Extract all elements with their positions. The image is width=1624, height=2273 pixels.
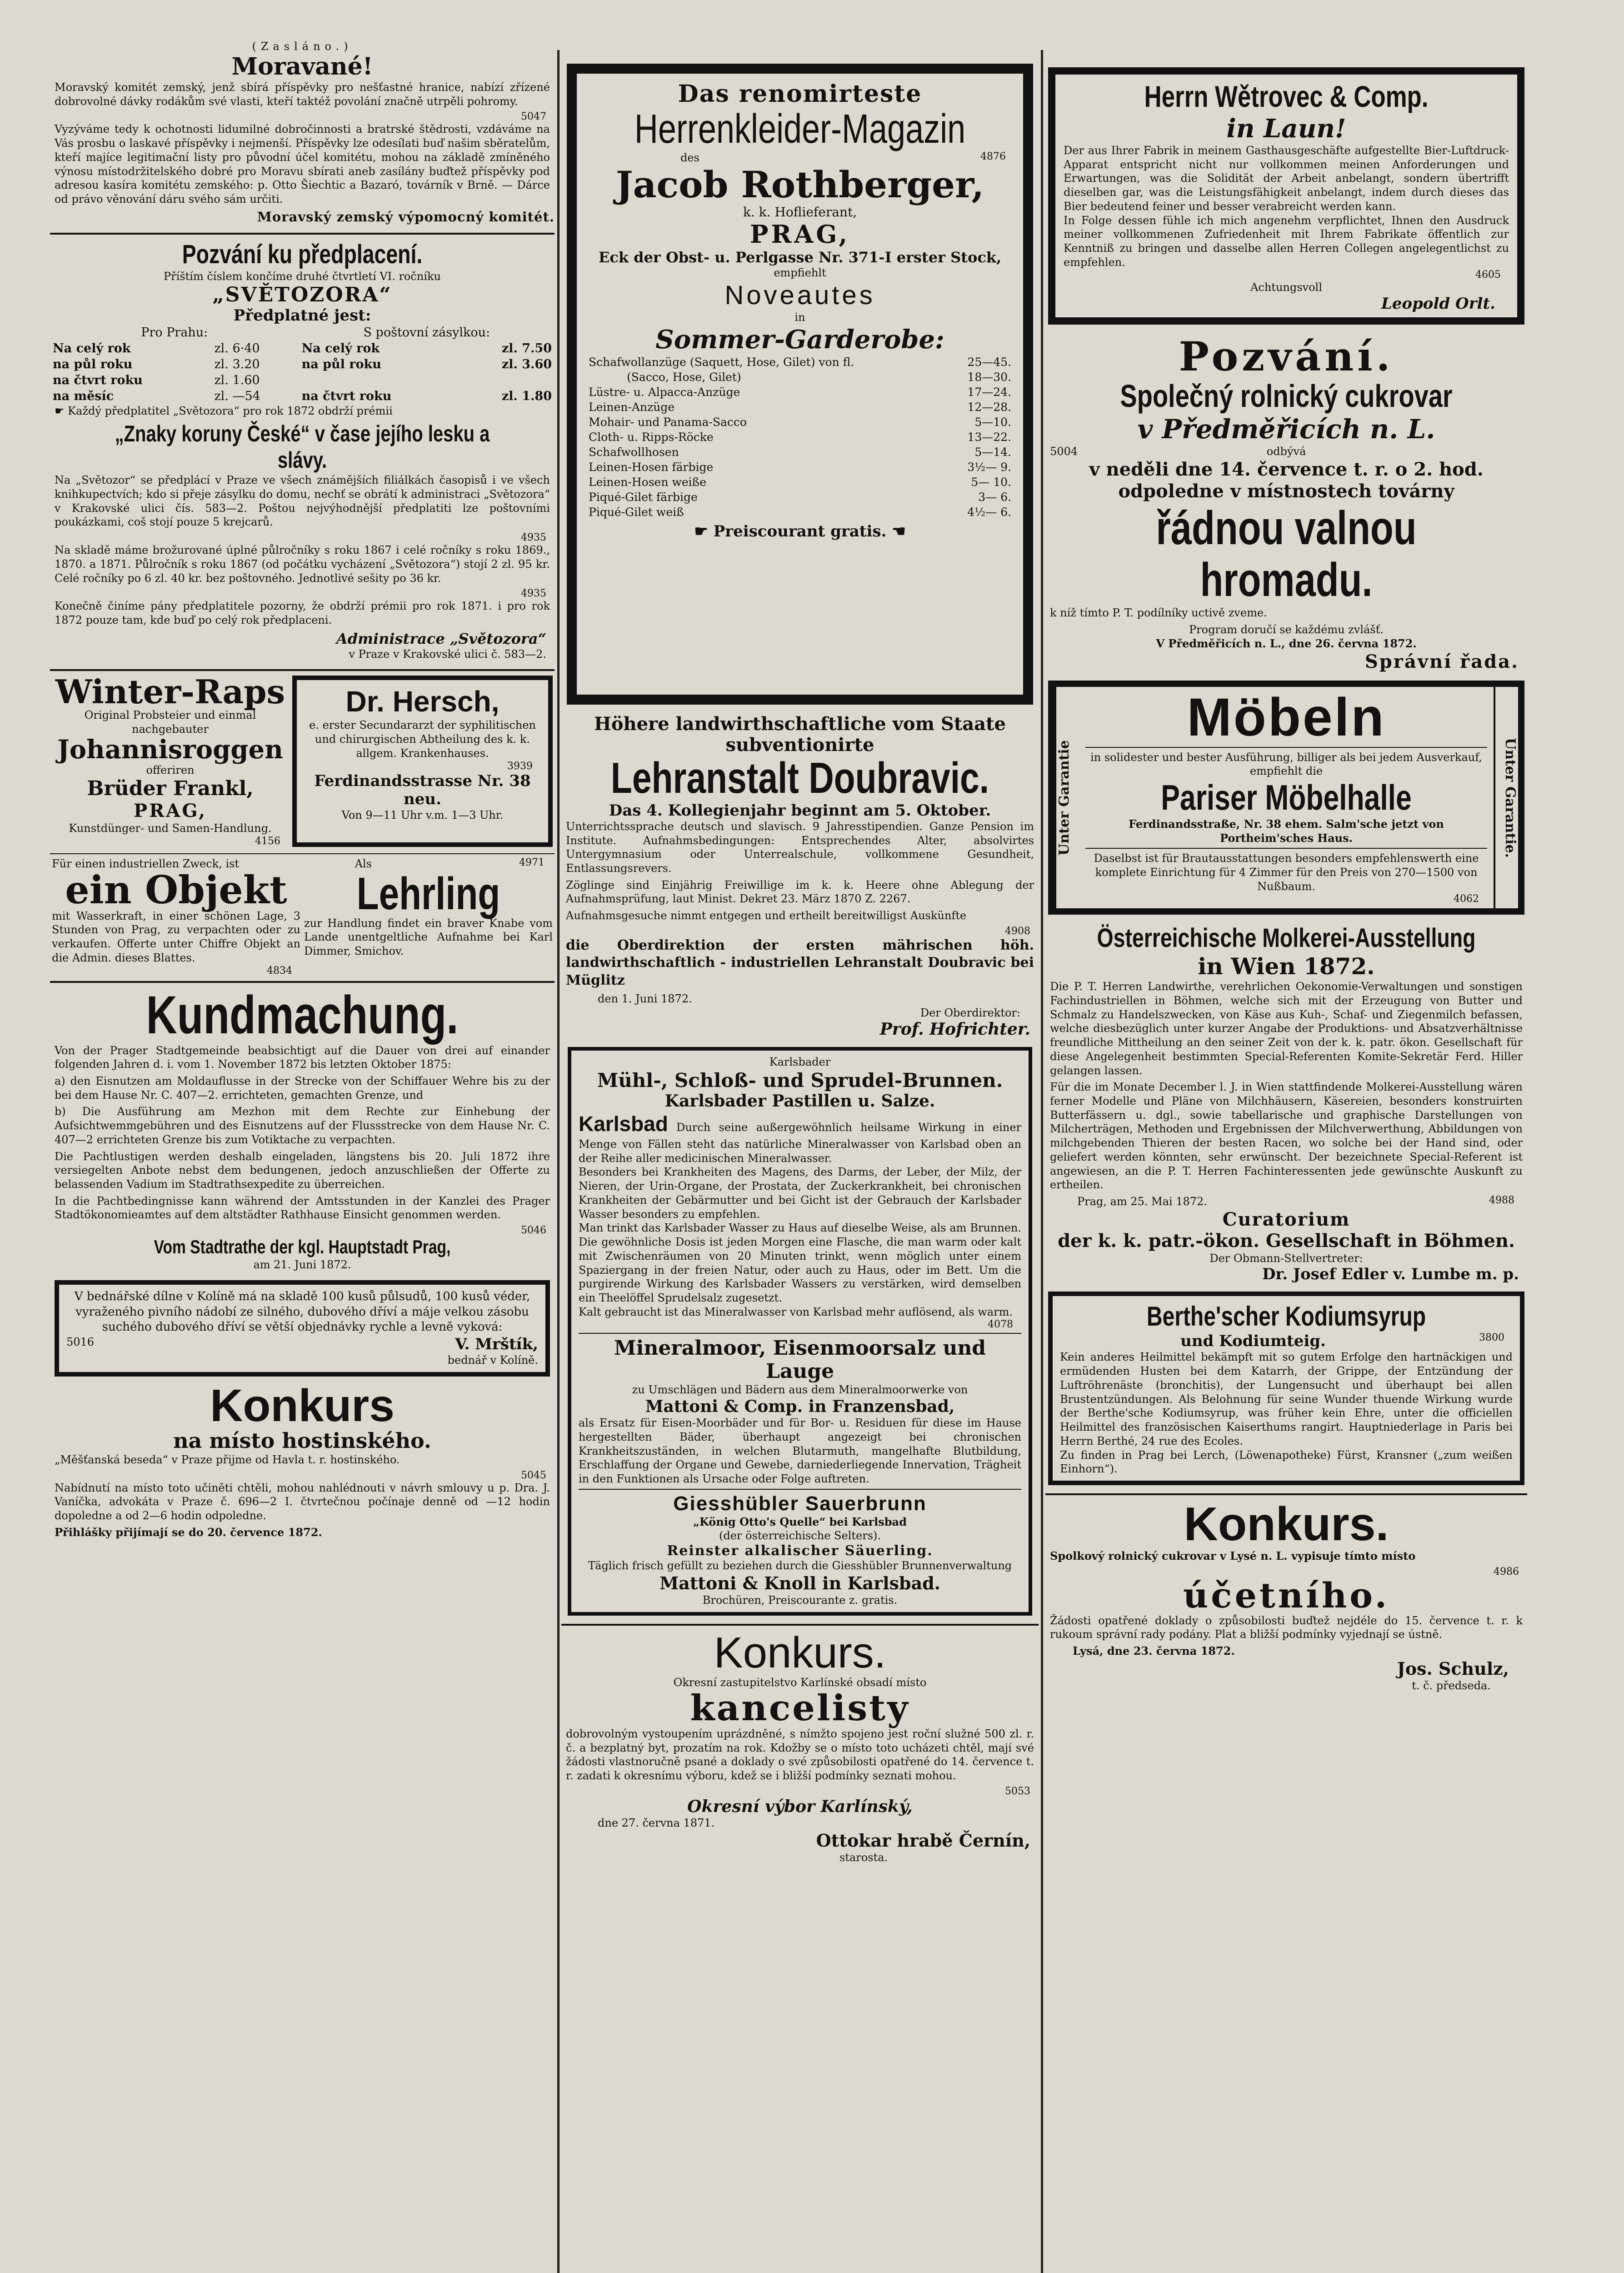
rothberger-preis-text: Preiscourant gratis. xyxy=(713,522,887,541)
kunstduenger: Kunstdünger- und Samen-Handlung. xyxy=(69,822,272,835)
konkurs-kanc-paragraph-1: Okresní zastupitelstvo Karlínské obsadí místo xyxy=(673,1676,927,1689)
ads-row-1 xyxy=(52,672,553,847)
objekt-title: ein Objekt xyxy=(65,867,287,912)
table-cell: zl. 3.60 xyxy=(501,357,552,372)
giesshuebler-title: Giesshübler Sauerbrunn xyxy=(673,1492,927,1515)
konkurs-ucetni xyxy=(1045,1497,1527,1693)
table-cell: (Sacco, Hose, Gilet) xyxy=(627,370,741,384)
berthe-paragraph-2: Zu finden in Prag bei Lerch, (Löwenapotheke) Fürst, Kransner („zum weißen Einhorn“). xyxy=(1060,1448,1513,1476)
table-row xyxy=(50,340,555,356)
table-row xyxy=(586,490,1014,505)
doubravic-title: Lehranstalt Doubravic. xyxy=(610,754,989,802)
table-row xyxy=(586,370,1014,385)
rothberger-sommer: Sommer-Garderobe: xyxy=(655,324,944,355)
table-row xyxy=(586,400,1014,415)
konkurs-ucetni-date: Lysá, dne 23. června 1872. xyxy=(1073,1644,1235,1658)
konkurs-paragraph-2: Nabídnutí na místo toto učiněti chtěli, mohou nahlédnouti v návrh smlouvy u p. Dra. J. Vaníčka, advokáta v Praze č. 696—2 I. čtvrtečnou počínaje denně od —12 hodin dopoledne a od 2—6 hodin odpoledne. xyxy=(55,1481,550,1522)
divider xyxy=(50,669,555,671)
table-cell: Piqué-Gilet weiß xyxy=(589,505,684,519)
kund-paragraph-1: Von der Prager Stadtgemeinde beabsichtigt auf die Dauer von drei auf einander folgenden Jahren d. i. vom 1. November 1872 bis letzten Oktober 1875: xyxy=(55,1044,550,1071)
karlsbad-top: Karlsbader xyxy=(769,1056,831,1069)
pozvani-big: řádnou valnou hromadu. xyxy=(1156,501,1417,607)
moebel-name: Pariser Möbelhalle xyxy=(1161,777,1412,818)
table-cell: zl. 1.60 xyxy=(214,373,260,388)
table-cell: Na celý rok xyxy=(53,341,131,356)
objekt-number: 4834 xyxy=(267,965,292,976)
moravane-paragraph-2: Vyzýváme tedy k ochotnosti lidumilné dobročinnosti a bratrské štědrosti, vzdáváme na Vás prosbu o laskavé příspěvky i nejmenší. Příspěvky lze odesílati buď našim sběratelům, kteří majíce legitimační listy pro původní účel komitétu, mohou na základě zmíněného výnosu místodržitelského dobré pro Moravu sbírati aneb zasílány buďtež příspěvky pod adresou kasíra komitétu zemského: p. Otto Šiechtic a Bazaró, továrník v Brně. — Dárce od právo věnování dáru svého sám určiti. xyxy=(55,123,550,206)
giesshuebler-signature: Mattoni & Knoll in Karlsbad. xyxy=(660,1572,940,1593)
table-cell: Leinen-Anzüge xyxy=(589,400,675,414)
mattoni-name: Mattoni & Comp. in Franzensbad, xyxy=(645,1397,955,1417)
moravane-signature: Moravský zemský výpomocný komitét. xyxy=(257,209,555,225)
kund-paragraph-3: In die Pachtbedingnisse kann während der Amtsstunden in der Kanzlei des Prager Stadtökonomieamtes auf dem altstädter Rathhause Einsicht genommen werden. xyxy=(55,1194,550,1222)
pozvani-number: 5004 xyxy=(1050,445,1078,458)
table-cell: na čtvrt roku xyxy=(53,373,143,388)
table-row xyxy=(50,388,555,404)
konkurs-kanc-title: Konkurs. xyxy=(714,1628,886,1677)
mattoni-title: Mineralmoor, Eisenmoorsalz und Lauge xyxy=(614,1337,986,1383)
table-cell: zl. —54 xyxy=(214,389,260,404)
doubravic-signature: Prof. Hofrichter. xyxy=(879,1020,1030,1039)
svetozor-premium xyxy=(55,404,550,418)
karlsbad-ad xyxy=(568,1047,1032,1615)
johannisroggen: Johannisroggen xyxy=(57,734,283,765)
doubravic-top: Höhere landwirthschaftliche vom Staate subventionirte xyxy=(594,713,1006,756)
divider xyxy=(561,1624,1039,1626)
konkurs-kanc-date: dne 27. června 1871. xyxy=(598,1816,715,1829)
pozvani-company: Společný rolnický cukrovar xyxy=(1120,378,1453,414)
brueder-frankl: Brüder Frankl, xyxy=(87,777,254,801)
mattoni-paragraph-2: als Ersatz für Eisen-Moorbäder und für Bor- u. Residuen für diese im Hause hergestellten Bäder, überhaupt angezeigt bei chronischen Krankheitszuständen, in welchen Blutarmuth, mangelhafte Blutbildung, Erschlaffung der Organe und Gewebe, darniederliegende Innervation, Trägheit in den Funktionen als Ursache oder Folge auftreten. xyxy=(579,1417,1021,1485)
moebel-ad xyxy=(1048,681,1524,915)
table-row xyxy=(586,430,1014,445)
karlsbad-paragraph-4: Kalt gebraucht ist das Mineralwasser von Karlsbad mehr auflösend, als warm. xyxy=(579,1305,1013,1318)
konkurs-subtitle: na místo hostinského. xyxy=(173,1428,431,1453)
giesshuebler-rein: Reinster alkalischer Säuerling. xyxy=(667,1543,933,1559)
svetozor-paragraph-2: Na skladě máme brožurované úplné půlročníky s roku 1867 i celé ročníky s roku 1869., 1870. a 1871. Půlročník s roku 1867 (od počátku vycházení „Světozora“) stojí 2 zl. 95 kr. Celé ročníky po 6 zl. 40 kr. bez poštovného. Jednotlivé sešity po 36 kr. xyxy=(55,544,550,585)
moebel-address: Ferdinandsstraße, Nr. 38 ehem. Salm'sche jetzt von Portheim'sches Haus. xyxy=(1129,817,1444,845)
table-cell: 25—45. xyxy=(967,355,1011,369)
table-row xyxy=(586,415,1014,430)
konkurs-number: 5045 xyxy=(521,1469,546,1481)
winter-line-1: Original Probsteier und einmal xyxy=(84,709,256,722)
winter-number: 4156 xyxy=(255,836,280,847)
rothberger-des: des xyxy=(680,151,700,164)
rothberger-intro: Das renomirteste xyxy=(678,80,922,108)
offeriren: offeriren xyxy=(146,763,195,776)
rothberger-empf: empfiehlt xyxy=(774,266,826,280)
molkerei-gesellschaft: der k. k. patr.-ökon. Gesellschaft in Böhmen. xyxy=(1058,1230,1515,1252)
molkerei-date: Prag, am 25. Mai 1872. xyxy=(1077,1195,1207,1208)
objekt-text: mit Wasserkraft, in einer schönen Lage, 3 Stunden von Prag, zu verpachten oder zu verkaufen. Offerte unter Chiffre Objekt an die Admin. dieses Blattes. xyxy=(52,909,300,964)
wetrovec-ad xyxy=(1048,67,1524,325)
znaky-title: „Znaky koruny České“ v čase jejího lesku a slávy. xyxy=(115,421,490,473)
karlsbad-title: Mühl-, Schloß- und Sprudel-Brunnen. xyxy=(597,1069,1003,1092)
moebel-side-left: Unter Garantie xyxy=(1054,687,1079,909)
konkurs-paragraph-1: „Měšťanská beseda“ v Praze přijme od Havla t. r. hostinského. xyxy=(55,1453,400,1466)
table-cell: zl. 7.50 xyxy=(501,341,552,356)
table-row xyxy=(586,475,1014,490)
table-row xyxy=(50,356,555,372)
berthe-paragraph-1: Kein anderes Heilmittel bekämpft mit so gutem Erfolge den hartnäckigen und ermüdenden Husten bei dem Katarrh, der Grippe, der Entzündung der Luftröhrenäste (bronchitis), der Lungensucht und überhaupt bei allen Brustentzündungen. Als Belohnung für seine Wunder thuende Wirkung wurde der Berthe'sche Kodiumsyrup, was früher kein Ehre, unter die officiellen Heilmittel des französischen Kaiserthums rangirt. Hauptniederlage in Paris bei Herrn Berthé, 24 rue des Ecoles. xyxy=(1060,1351,1513,1447)
kolin-signature-2: bednář v Kolíně. xyxy=(447,1354,538,1367)
pozvani-date: v neděli dne 14. července t. r. o 2. hod. odpoledne v místnostech továrny xyxy=(1089,458,1484,502)
kund-signature: Vom Stadtrathe der kgl. Hauptstadt Prag, xyxy=(154,1236,451,1258)
table-cell: Cloth- u. Ripps-Röcke xyxy=(589,430,714,444)
hersch-text: e. erster Secundararzt der syphilitischen und chirurgischen Abtheilung des k. k. allgem. Krankenhauses. xyxy=(309,719,536,760)
kundmachung-title: Kundmachung. xyxy=(146,985,459,1045)
konkurs-kanc-paragraph-2: dobrovolným vystoupením uprázdněné, s nímžto spojeno jest roční služné 500 zl. r. č. a bezplatný byt, prozatím na rok. Kdožby se o místo toto ucházeti chtěl, mají své žádosti vlastnoručně psané a doklady o své způsobilosti opatřené do 14. července t. r. zadati k okresnímu výboru, kdež se i bližší podmínky seznati mohou. xyxy=(566,1727,1034,1782)
konkurs-ucetni-number: 4986 xyxy=(1494,1566,1519,1577)
objekt-ad xyxy=(52,857,300,976)
pozvani-signature: Správní řada. xyxy=(1364,651,1519,672)
moebel-body xyxy=(1079,687,1494,909)
column-rule-right xyxy=(1041,50,1043,2273)
table-cell: 18—30. xyxy=(967,370,1011,384)
hersch-number: 3939 xyxy=(507,760,533,772)
molkerei-title: Österreichische Molkerei-Ausstellung xyxy=(1097,923,1476,953)
ads-row-2 xyxy=(52,857,553,976)
berthe-subtitle: und Kodiumteig. xyxy=(1180,1332,1326,1351)
table-row xyxy=(586,505,1014,520)
hersch-hours: Von 9—11 Uhr v.m. 1—3 Uhr. xyxy=(341,808,504,821)
objekt-top: Für einen industriellen Zweck, ist xyxy=(52,857,240,871)
hersch-address: Ferdinandsstrasse Nr. 38 neu. xyxy=(314,771,531,808)
table-cell: zl. 6·40 xyxy=(214,341,260,356)
wetrovec-title: Herrn Wětrovec & Comp. xyxy=(1144,80,1429,113)
table-cell: na čtvrt roku xyxy=(301,389,392,404)
doubravic-number: 4908 xyxy=(1005,925,1030,937)
moebel-side-right: Unter Garantie. xyxy=(1494,687,1518,909)
table-cell: Schafwollanzüge (Saquett, Hose, Gilet) von fl. xyxy=(589,355,854,369)
konkurs-ucetni-paragraph-2: Žádosti opatřené doklady o způsobilosti buďtež nejdéle do 15. července t. r. k rukoum správní rady podány. Plat a bližší podmínky vyjednají se ústně. xyxy=(1050,1614,1523,1641)
kund-paragraph-2: Die Pachtlustigen werden deshalb eingeladen, längstens bis 20. Juli 1872 ihre versiegelten Anbote nebst dem bedungenen, jedoch anzuschließen der Offerte zu belassenden Vadium im Stadtrathsexpedite zu überreichen. xyxy=(55,1150,550,1191)
winter-raps-title: Winter-Raps xyxy=(55,672,285,711)
svetozor-intro: Příštím číslem končíme druhé čtvrtletí VI. ročníku xyxy=(164,270,441,283)
berthe-ad xyxy=(1048,1292,1524,1485)
mattoni-paragraph-1: zu Umschlägen und Bädern aus dem Mineralmoorwerke von xyxy=(632,1383,968,1397)
doubravic-paragraph-3: Aufnahmsgesuche nimmt entgegen und ertheilt bereitwilligst Auskünfte xyxy=(566,909,967,922)
price-head-prague: Pro Prahu: xyxy=(141,325,208,340)
kolin-text: V bednářské dílne v Kolíně má na skladě 100 kusů půlsudů, 100 kusů véder, vyraženého pivního nádobí ze silného, dubového dříví a máje velkou zásobu suchého dubového dříví se větší objednávky rychle a levně vyková: xyxy=(74,1289,530,1334)
divider xyxy=(579,1489,1021,1490)
svetozor-notice xyxy=(50,239,555,661)
kund-item-b: b) Die Ausführung am Mezhon mit dem Rechte zur Einhebung der Aufsichtwemmgebühren und des Eisnutzens auf der Flussstrecke von dem Hause Nr. C. 407—2 errichteten Grenze bis zum Votiktache zu verpachten. xyxy=(55,1105,550,1146)
konkurs-kanc-name: Ottokar hrabě Černín, xyxy=(816,1830,1030,1851)
rothberger-in: in xyxy=(795,310,805,324)
giesshuebler-brochures: Brochüren, Preiscourante z. gratis. xyxy=(702,1593,898,1607)
lehrling-top: Als xyxy=(355,857,372,871)
table-row xyxy=(586,445,1014,460)
pozvani-program: Program doručí se každému zvlášť. xyxy=(1189,623,1384,636)
table-cell: Schafwollhosen xyxy=(589,445,679,459)
moebel-number: 4062 xyxy=(1454,893,1479,905)
rothberger-ad xyxy=(567,64,1033,705)
doubravic-kurs: Das 4. Kollegienjahr beginnt am 5. Oktober. xyxy=(609,801,991,820)
divider xyxy=(50,853,555,854)
table-cell: 5—14. xyxy=(974,445,1011,459)
lehrling-title: Lehrling xyxy=(356,868,500,919)
table-cell: 3— 6. xyxy=(978,490,1011,504)
konkurs-ucetni-title: Konkurs. xyxy=(1184,1497,1389,1551)
svetozor-number-1: 4935 xyxy=(521,532,546,544)
price-head-post: S poštovní zásylkou: xyxy=(363,325,490,340)
table-cell: zl. 3.20 xyxy=(214,357,260,372)
molkerei-subtitle: in Wien 1872. xyxy=(1198,953,1375,980)
table-cell xyxy=(460,372,555,388)
table-cell: 12—28. xyxy=(967,400,1011,414)
moravane-title: Moravané! xyxy=(231,53,373,80)
moebel-paragraph-2: Daselbst ist für Brautausstattungen besonders empfehlenswerth eine komplete Einrichtung für 4 Zimmer für den Preis von 270—1500 von Nußbaum. xyxy=(1094,852,1479,893)
molkerei-obmann: Der Obmann-Stellvertreter: xyxy=(1209,1252,1363,1265)
middle-column xyxy=(561,0,1039,2273)
konkurs-ucetni-position: účetního. xyxy=(1183,1575,1390,1616)
molkerei-paragraph-1: Die P. T. Herren Landwirthe, verehrlichen Oekonomie-Verwaltungen und sonstigen Fachindustriellen in Böhmen, welche sich mit der Erzeugung von Butter und Schmalz zu Handelszwecken, von Käse aus Kuh-, Schaf- und Ziegenmilch befassen, welche diesbezüglich unter kurzer Angabe der Produktions- und Absatzverhältnisse freundliche Mittheilung an den seiner Zeit von der k. k. patr. ökon. Gesellschaft für diese Angelegenheit bestimmten Special-Referenten Komite-Sekretär Ferd. Hiller gelangen lassen. xyxy=(1050,980,1523,1077)
rothberger-noveautes: Noveautes xyxy=(725,280,875,310)
giesshuebler-subtitle-2: (der österreichische Selters). xyxy=(719,1529,881,1542)
pozvani-paragraph: k níž tímto P. T. podílníky uctivě zveme. xyxy=(1050,606,1267,620)
pointing-hand-icon: ☛ xyxy=(694,522,714,541)
pointing-hand-icon: ☛ xyxy=(55,405,68,418)
lehrling-ad xyxy=(304,857,553,976)
prag-label: PRAG, xyxy=(133,800,207,822)
pointing-hand-icon: ☚ xyxy=(886,522,906,541)
wetrovec-paragraph-1: Der aus Ihrer Fabrik in meinem Gasthausgeschäfte aufgestellte Bier-Luftdruck-Apparat entspricht nicht nur vollkommen meinen Anforderungen und Erwartungen, was die Solidität der Arbeit anbelangt, sondern übertrifft dieselben gar, was die Leistungsfähigkeit anbelangt, indem durch dieses das Bier bedeutend feiner und besser verabreicht werden kann. xyxy=(1064,144,1509,213)
konkurs-kanc-signature: Okresní výbor Karlínský, xyxy=(687,1797,913,1816)
table-cell: 5—10. xyxy=(974,415,1011,429)
table-cell: Na celý rok xyxy=(301,341,380,356)
table-cell: 4½— 6. xyxy=(967,505,1011,519)
karlsbad-paragraph-1-text: Durch seine außergewöhnlich heilsame Wirkung in einer Menge von Fällen steht das natürliche Mineralwasser von Karlsbad oben an der Reihe aller medicinischen Mineralwasser. xyxy=(579,1121,1021,1165)
svetozor-signature: Administrace „Světozora“ xyxy=(336,630,546,647)
kolin-ad xyxy=(55,1280,550,1377)
rothberger-title: Herrenkleider-Magazin xyxy=(634,106,966,152)
karlsbad-paragraph-3: Man trinkt das Karlsbader Wasser zu Haus auf dieselbe Weise, als am Brunnen. Die gewöhnliche Dosis ist jeden Morgen eine Flasche, die man warm oder kalt mit Zwischenräumen von 20 Minuten trinkt, wenn möglich unter einem Spaziergang in der freien Natur, oder auch zu Haus, oder im Bett. Um die purgirende Wirkung des Karlsbader Wassers zu verstärken, wird demselben ein Theelöffel Sprudelsalz zugesetzt. xyxy=(579,1222,1021,1304)
svetozor-premium-text: Každý předplatitel „Světozora“ pro rok 1872 obdrží prémii xyxy=(68,405,393,418)
moravane-paragraph-1: Moravský komitét zemský, jenž sbírá příspěvky pro nešťastné hranice, nabízí zřízené dobrovolné dávky rodákům své vlasti, kteří taktéž povolání značně utrpěli pohromy. xyxy=(55,81,550,108)
wetrovec-subtitle: in Laun! xyxy=(1226,114,1346,144)
subscription-label: Předplatné jest: xyxy=(233,306,371,325)
kund-item-a: a) den Eisnutzen am Moldauflusse in der Strecke von der Schiffauer Wehre bis zu der bei dem Hause Nr. C. 407—2. errichteten, gemachten Grenze, und xyxy=(55,1074,550,1101)
molkerei-number: 4988 xyxy=(1489,1195,1514,1207)
wetrovec-paragraph-2: In Folge dessen fühle ich mich angenehm verpflichtet, Ihnen den Ausdruck meiner vollkommenen Zufriedenheit mit Ihrem Fabrikate öffentlich zur Kenntniß zu bringen und dasselbe allen Herren Collegen angelegentlichst zu empfehlen. xyxy=(1064,214,1509,269)
doubravic-paragraph-2: Zöglinge sind Einjährig Freiwillige im k. k. Heere ohne Ablegung der Aufnahmsprüfung, laut Minist. Dekret 23. März 1870 Z. 2267. xyxy=(566,878,1034,906)
table-cell: zl. 1.80 xyxy=(501,389,552,404)
column-rule-left xyxy=(557,50,560,2273)
konkurs-kanc-number: 5053 xyxy=(1005,1785,1030,1797)
pozvani-title: Pozvání. xyxy=(1179,333,1394,381)
molkerei-notice xyxy=(1045,924,1527,1283)
konkurs-kancelista xyxy=(561,1630,1039,1865)
divider xyxy=(579,1333,1021,1334)
konkurs-paragraph-3: Přihlášky přijímají se do 20. července 1872. xyxy=(55,1525,322,1539)
svetozor-number-2: 4935 xyxy=(521,588,546,600)
winter-raps-ad xyxy=(52,672,289,847)
winter-line-2: nachgebauter xyxy=(132,723,209,736)
konkurs-title: Konkurs xyxy=(210,1380,395,1431)
kund-number: 5046 xyxy=(521,1225,546,1237)
konkurs-ucetni-paragraph-1: Spolkový rolnický cukrovar v Lysé n. L. vypisuje tímto místo xyxy=(1050,1549,1416,1563)
divider xyxy=(1085,848,1487,849)
rothberger-number: 4876 xyxy=(980,150,1006,162)
konkurs-kanc-position: kancelisty xyxy=(690,1687,910,1729)
berthe-title: Berthe'scher Kodiumsyrup xyxy=(1146,1301,1426,1332)
svetozor-paragraph-1: Na „Světozor“ se předplácí v Praze ve všech známějších filiálkách časopisů i ve všech knihkupectvích; kdo si přeje zásylku do domu, nechť se obrátí k administraci „Světozora“ v Krakovské ulici čís. 583—2. Poštou nejvýhodnější předplatiti lze poštovními poukázkami, coš stojí pouze 5 krejcarů. xyxy=(55,474,550,529)
pozvani-place: v Předměřicích n. L. xyxy=(1137,413,1435,445)
hersch-title: Dr. Hersch, xyxy=(345,685,500,718)
table-cell: na měsíc xyxy=(53,389,114,404)
moravane-notice xyxy=(50,40,555,225)
kund-date: am 21. Juni 1872. xyxy=(253,1258,351,1272)
doubravic-date: den 1. Juni 1872. xyxy=(598,992,692,1005)
table-row xyxy=(586,385,1014,400)
berthe-number: 3800 xyxy=(1479,1332,1504,1344)
table-cell: na půl roku xyxy=(53,357,133,372)
doubravic-paragraph-4: die Oberdirektion der ersten mährischen höh. landwirthschaftlich - industriellen Lehranstalt Doubravic bei Müglitz xyxy=(566,937,1034,988)
table-cell: Piqué-Gilet färbige xyxy=(589,490,698,504)
molkerei-paragraph-2: Für die im Monate December l. J. in Wien stattfindende Molkerei-Ausstellung wären ferner Modelle und Pläne von Milchhäusern, Käsereien, besonders konstruirten Butterfässern u. dgl., sowie tabellarische und graphische Darstellungen von Milcherträgen, Methoden und Ergebnissen der Milchverwerthung, Abbildungen von milchgebenden Thieren der besten Racen, wo solche bei der Hand sind, oder geliefert werden könnten, sehr erwünscht. Der bezeichnete Special-Referent ist angewiesen, an die P. T. Herren Fachinteressenten jede gewünschte Auskunft zu ertheilen. xyxy=(1050,1081,1523,1192)
table-cell: Lüstre- u. Alpacca-Anzüge xyxy=(589,385,740,399)
table-cell: Leinen-Hosen färbige xyxy=(589,460,714,474)
divider xyxy=(50,233,555,235)
rothberger-address: Eck der Obst- u. Perlgasse Nr. 371-I erster Stock, xyxy=(598,249,1002,266)
karlsbad-lead: Karlsbad xyxy=(579,1112,668,1136)
karlsbad-number: 4078 xyxy=(988,1319,1013,1331)
moebel-paragraph-1: in solidester und bester Ausführung, billiger als bei jedem Ausverkauf, empfiehlt die xyxy=(1090,751,1482,778)
lehrling-text: zur Handlung findet ein braver Knabe vom Lande unentgeltliche Aufnahme bei Karl Dimmer, Smichov. xyxy=(304,916,553,958)
svetozor-address: v Praze v Krakovské ulici č. 583—2. xyxy=(349,647,546,661)
rothberger-name: Jacob Rothberger, xyxy=(615,163,984,206)
table-cell: 3½— 9. xyxy=(967,460,1011,474)
wetrovec-signature: Leopold Orlt. xyxy=(1381,295,1495,313)
moravane-number: 5047 xyxy=(521,111,546,123)
kolin-signature: V. Mrštík, xyxy=(455,1335,538,1354)
doubravic-paragraph-1: Unterrichtssprache deutsch und slavisch. 9 Jahresstipendien. Ganze Pension im Institute. Aufnahmsbedingungen: Entsprechendes Alter, absolvirtes Untergymnasium oder Unterrealschule, vollkommene Gesundheit, Entlassungsrevers. xyxy=(566,820,1034,875)
molkerei-curatorium: Curatorium xyxy=(1222,1208,1350,1230)
pozvani-cukrovar xyxy=(1045,335,1527,672)
subscription-price-table xyxy=(50,325,555,404)
doubravic-ad xyxy=(561,714,1039,1039)
dr-hersch-ad xyxy=(292,676,553,847)
table-cell: 5— 10. xyxy=(971,475,1011,489)
kolin-number: 5016 xyxy=(66,1336,95,1349)
svetozor-paragraph-3: Konečně činíme pány předplatitele pozorny, že obdrží prémii pro rok 1871. i pro rok 1872 pouze tam, kde buď po celý rok předplaceni. xyxy=(55,600,550,626)
rothberger-hof: k. k. Hoflieferant, xyxy=(743,205,857,220)
table-cell: 17—24. xyxy=(967,385,1011,399)
table-cell: 13—22. xyxy=(967,430,1011,444)
svetozor-name: „SVĚTOZORA“ xyxy=(212,283,392,307)
doubravic-director: Der Oberdirektor: xyxy=(920,1006,1020,1019)
karlsbad-paragraph-1 xyxy=(579,1111,1021,1165)
table-row xyxy=(586,355,1014,370)
kundmachung-notice xyxy=(50,987,555,1272)
giesshuebler-subtitle: „König Otto's Quelle“ bei Karlsbad xyxy=(693,1515,907,1528)
pozvani-odbyva: odbývá xyxy=(1266,445,1306,458)
konkurs-kanc-starosta: starosta. xyxy=(839,1851,888,1864)
konkurs-ucetni-signature-2: t. č. předseda. xyxy=(1412,1679,1491,1692)
wetrovec-acht: Achtungsvoll xyxy=(1250,281,1322,294)
rothberger-prag: PRAG, xyxy=(750,220,850,249)
karlsbad-subtitle: Karlsbader Pastillen u. Salze. xyxy=(665,1091,935,1111)
table-cell: Leinen-Hosen weiße xyxy=(589,475,707,489)
karlsbad-paragraph-2: Besonders bei Krankheiten des Magens, des Darms, der Leber, der Milz, der Nieren, der Urin-Organe, der Prostata, der Zuckerkrankheit, bei chronischen Krankheiten der Gebärmutter und bei Gicht ist der Gebrauch der Karlsbader Wasser besonders zu empfehlen. xyxy=(579,1166,1021,1221)
left-column xyxy=(50,0,555,2273)
konkurs-ucetni-signature: Jos. Schulz, xyxy=(1397,1658,1509,1679)
molkerei-signature: Dr. Josef Edler v. Lumbe m. p. xyxy=(1262,1265,1519,1284)
rothberger-price-list xyxy=(586,355,1014,520)
wetrovec-number: 4605 xyxy=(1475,269,1501,281)
table-cell: Mohair- und Panama-Sacco xyxy=(589,415,747,429)
zaslano-label: (Zasláno.) xyxy=(252,40,353,53)
moebel-title: Möbeln xyxy=(1187,687,1386,747)
table-cell xyxy=(299,372,460,388)
divider xyxy=(50,981,555,983)
right-column xyxy=(1045,0,1527,2273)
pozvani-dateline: V Předměřicích n. L., dne 26. června 1872. xyxy=(1156,636,1417,650)
rothberger-preis xyxy=(586,522,1014,541)
lehrling-number: 4971 xyxy=(519,857,545,869)
divider xyxy=(1045,1493,1527,1495)
svetozor-invite-title: Pozvání ku předplacení. xyxy=(182,239,423,269)
table-row xyxy=(50,372,555,388)
konkurs-hostinsky xyxy=(50,1380,555,1540)
table-row xyxy=(586,460,1014,475)
giesshuebler-paragraph: Täglich frisch gefüllt zu beziehen durch die Giesshübler Brunnenverwaltung xyxy=(588,1559,1012,1572)
table-cell: na půl roku xyxy=(301,357,381,372)
